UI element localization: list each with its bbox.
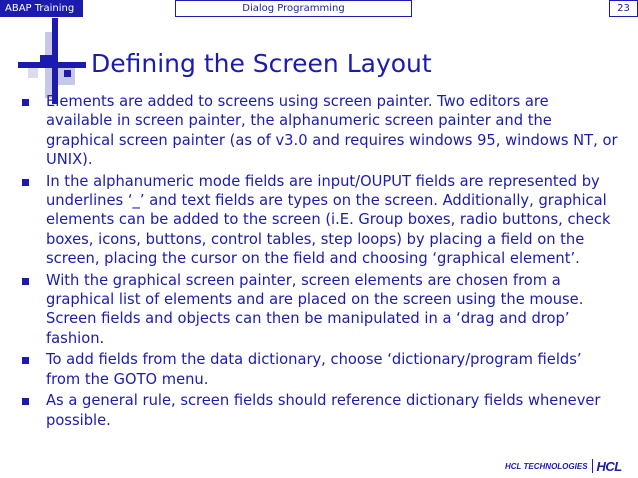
footer-company-name: HCL TECHNOLOGIES xyxy=(505,461,588,471)
decoration-square xyxy=(40,55,53,68)
footer-logo-mark: HCL xyxy=(596,458,622,474)
header-module-title: Dialog Programming xyxy=(175,0,412,17)
hcl-logo xyxy=(505,459,622,473)
header-page-number: 23 xyxy=(609,0,638,17)
decoration-square xyxy=(28,68,38,78)
bullet-item xyxy=(0,172,638,269)
bullet-item xyxy=(0,92,638,170)
square-bullet-icon xyxy=(22,357,29,364)
bullet-item xyxy=(0,271,638,349)
bullet-text: With the graphical screen painter, screen elements are chosen from a graphical list of elements and are placed on the screen using the mouse. Screen fields and objects can then be manipulated in a ‘drag and drop’ fashion. xyxy=(46,271,584,347)
header-course-title: ABAP Training xyxy=(0,0,83,17)
bullet-text: Elements are added to screens using screen painter. Two editors are available in screen painter, the alphanumeric screen painter and the graphical screen painter (as of v3.0 and requires windows 95, windows NT, or UNIX). xyxy=(46,93,618,169)
bullet-item xyxy=(0,391,638,430)
decoration-square xyxy=(64,70,71,77)
bullet-text: In the alphanumeric mode fields are input/OUPUT fields are represented by underlines ‘_’ and text fields are types on the screen. Additionally, graphical elements can be added to the screen (i.E. Group boxes, radio buttons, check boxes, icons, buttons, control tables, step loops) by placing a field on the screen, placing the cursor on the field and choosing ‘graphical element’. xyxy=(46,172,611,268)
square-bullet-icon xyxy=(22,278,29,285)
square-bullet-icon xyxy=(22,99,29,106)
bullet-item xyxy=(0,350,638,389)
bullet-list xyxy=(0,92,638,432)
square-bullet-icon xyxy=(22,179,29,186)
logo-divider xyxy=(592,459,593,473)
square-bullet-icon xyxy=(22,398,29,405)
bullet-text: To add fields from the data dictionary, choose ‘dictionary/program fields’ from the GOTO menu. xyxy=(46,351,582,388)
slide-title: Defining the Screen Layout xyxy=(91,49,432,78)
bullet-text: As a general rule, screen fields should reference dictionary fields whenever possible. xyxy=(46,392,601,429)
